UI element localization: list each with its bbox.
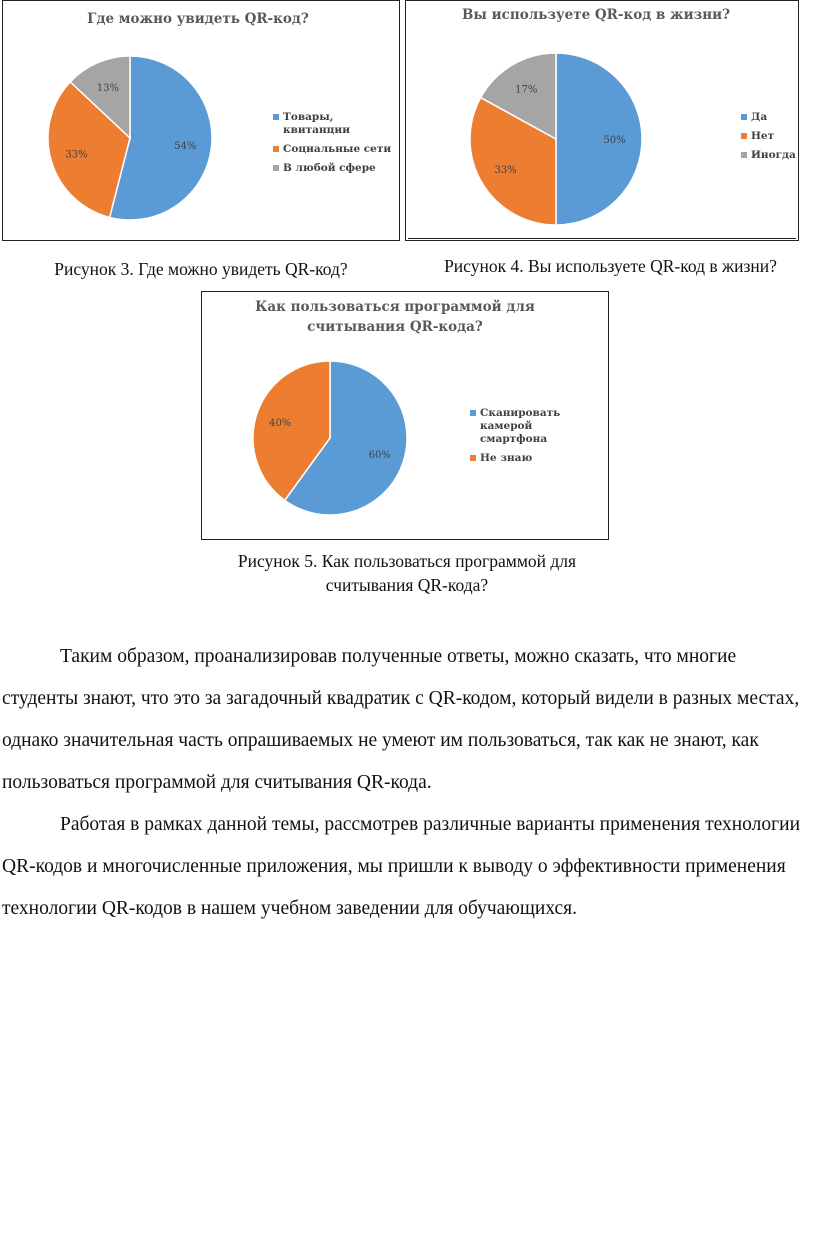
pie-data-label: 50% (603, 135, 626, 146)
legend-item: Иногда (741, 149, 796, 162)
legend-item: Сканировать камерой смартфона (470, 407, 608, 446)
chart-legend (273, 111, 399, 181)
figure-caption: Рисунок 5. Как пользоваться программой для считывания QR-кода? (237, 551, 577, 595)
chart-title: Где можно увидеть QR-код? (87, 11, 309, 27)
legend-item: Не знаю (470, 452, 608, 465)
legend-item: Социальные сети (273, 143, 399, 156)
pie-data-label: 54% (174, 140, 197, 152)
pie-data-label: 40% (269, 417, 292, 429)
legend-swatch (741, 114, 747, 120)
pie-data-label: 33% (65, 149, 88, 161)
figure-caption: Рисунок 3. Где можно увидеть QR-код? (54, 259, 348, 279)
chart-figure-3 (2, 0, 400, 241)
pie-data-label: 13% (96, 82, 119, 94)
chart-title: Как пользоваться программой для считывания QR-кода? (255, 299, 535, 335)
paragraph: Таким образом, проанализировав полученные ответы, можно сказать, что многие студенты знают, что это за загадочный квадратик с QR-кодом, который видели в разных местах, однако значительная часть опрашиваемых не умеют им пользоваться, так как не знают, как пользоваться программой для считывания QR-кода. (2, 646, 800, 793)
pie-slice (556, 53, 642, 225)
legend-item: Да (741, 111, 796, 124)
legend-item: В любой сфере (273, 162, 399, 175)
chart-title: Вы используете QR-код в жизни? (461, 7, 731, 23)
legend-swatch (741, 133, 747, 139)
legend-swatch (470, 410, 476, 416)
legend-swatch (741, 152, 747, 158)
pie-data-label: 60% (368, 450, 391, 462)
body-text (2, 636, 814, 930)
legend-swatch (273, 146, 279, 152)
figure-caption: Рисунок 4. Вы используете QR-код в жизни? (444, 256, 777, 276)
pie-chart (406, 1, 798, 239)
legend-swatch (273, 165, 279, 171)
legend-swatch (470, 455, 476, 461)
legend-item: Нет (741, 130, 796, 143)
chart-figure-4 (405, 0, 799, 241)
pie-data-label: 33% (494, 164, 517, 176)
chart-figure-5 (201, 291, 609, 540)
legend-swatch (273, 114, 279, 120)
legend-item: Товары, квитанции (273, 111, 399, 137)
chart-legend (741, 111, 796, 168)
paragraph: Работая в рамках данной темы, рассмотрев различные варианты применения технологии QR-кодов и многочисленные приложения, мы пришли к выводу о эффективности применения технологии QR-кодов в нашем учебном заведении для обучающихся. (2, 814, 801, 919)
pie-data-label: 17% (515, 84, 538, 96)
chart-legend (470, 407, 608, 471)
